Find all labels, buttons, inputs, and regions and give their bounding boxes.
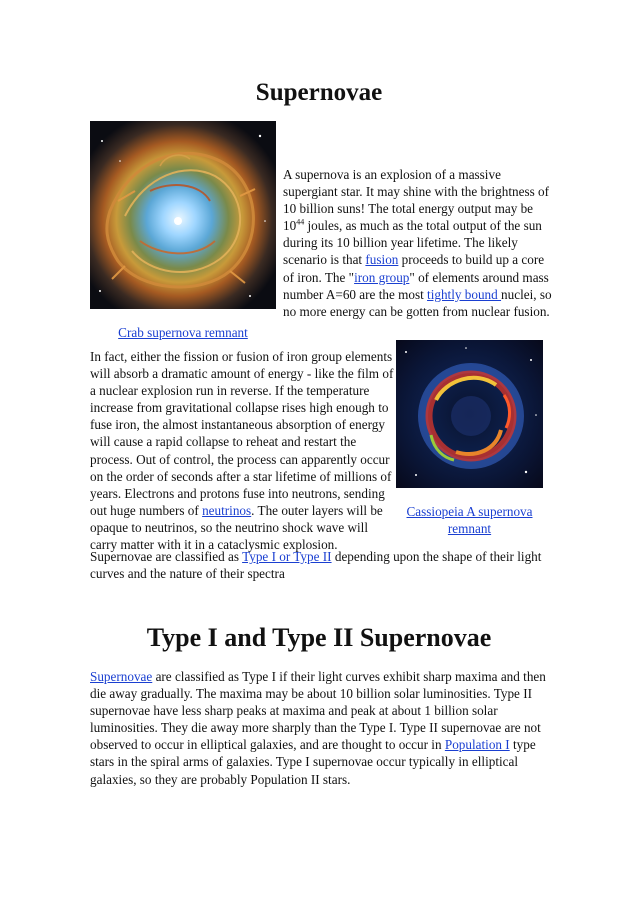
supernovae-link[interactable]: Supernovae xyxy=(90,669,153,684)
neutrinos-link[interactable]: neutrinos xyxy=(202,502,252,518)
crab-nebula-image xyxy=(90,121,276,309)
section-title: Type I and Type II Supernovae xyxy=(146,623,492,652)
classified-paragraph xyxy=(90,548,546,582)
crab-nebula-graphic xyxy=(90,121,276,309)
exponent: 44 xyxy=(296,217,305,227)
page-title: Supernovae xyxy=(255,79,383,106)
fission-text-2: . The outer layers will be opaque to neutrinos, so the neutrino shock wave will carry matter with it in a cataclysmic explosion. xyxy=(90,502,383,553)
types-paragraph xyxy=(90,668,550,788)
type-i-or-ii-link[interactable]: Type I or Type II xyxy=(242,549,332,564)
classified-text-1: Supernovae are classified as xyxy=(90,549,243,564)
intro-paragraph xyxy=(283,166,553,320)
crab-caption[interactable] xyxy=(90,324,276,341)
cassiopeia-caption[interactable] xyxy=(396,503,543,537)
cassiopeia-caption-link[interactable]: Cassiopeia A supernova remnant xyxy=(406,504,533,536)
cassiopeia-a-graphic xyxy=(396,340,543,488)
types-text-1: are classified as Type I if their light curves exhibit sharp maxima and then die away gradually. The maxima may be about 10 billion solar luminosities. Type II supernovae have less sharp peaks at maxima and peak at about 1 billion solar luminosities. They die away more sharply than the Type I. Type II supernovae are not observed to occur in elliptical galaxies, and are thought to occur in xyxy=(90,669,546,753)
crab-caption-link[interactable]: Crab supernova remnant xyxy=(118,325,248,340)
iron-group-link[interactable]: iron group xyxy=(354,269,410,285)
intro-text-1: A supernova is an explosion of a massive supergiant star. It may shine with the brightness of 10 billion suns! The total energy output may be 10 xyxy=(283,167,550,234)
intro-text-2: joules, as much as the total output of the sun during its 10 billion year lifetime. The likely scenario is that xyxy=(283,218,542,268)
fusion-link[interactable]: fusion xyxy=(365,252,399,268)
tightly-bound-link[interactable]: tightly bound xyxy=(427,286,502,302)
intro-text-4: " of elements around mass number A=60 are the most xyxy=(283,269,549,302)
population-i-link[interactable]: Population I xyxy=(444,737,510,753)
fission-text-1: In fact, either the fission or fusion of iron group elements will absorb a dramatic amount of energy - like the film of a nuclear explosion run in reverse. If the temperature increase from gravitational collapse rises high enough to fuse iron, the almost instantaneous absorption of energy will cause a rapid collapse to reheat and restart the process. Out of control, the process can apparently occur on the order of seconds after a star lifetime of millions of years. Electrons and protons fuse into neutrons, sending out huge numbers of xyxy=(90,349,394,518)
fission-paragraph xyxy=(90,348,394,553)
classified-text-2: depending upon the shape of their light curves and the nature of their spectra xyxy=(90,549,542,582)
types-text-2: type stars in the spiral arms of galaxies. Type I supernovae occur typically in elliptical galaxies, so they are probably Population II stars. xyxy=(90,737,536,787)
cassiopeia-a-image xyxy=(396,340,543,488)
intro-text-5: nuclei, so no more energy can be gotten from nuclear fusion. xyxy=(283,286,552,319)
intro-text-3: proceeds to build up a core of iron. The " xyxy=(283,252,545,285)
